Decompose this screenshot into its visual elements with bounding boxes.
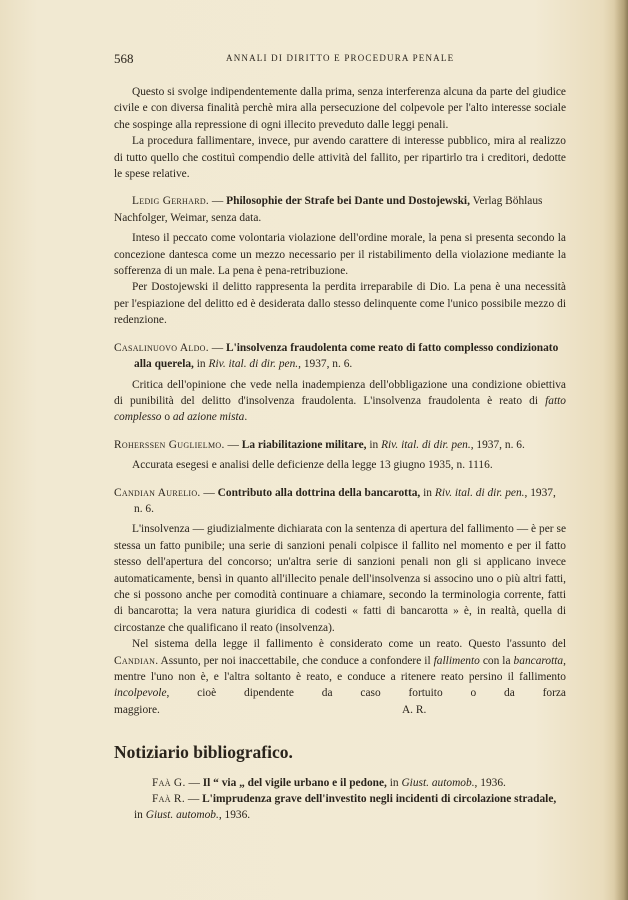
- entry-heading: [114, 485, 566, 518]
- text-run: Critica dell'opinione che vede nella inadempienza dell'obbligazione una condizione obiettiva di punibilità del delitto d'insolvenza fraudolenta. L'insolvenza fraudolenta è reato di: [114, 378, 566, 407]
- bib-year: , 1936.: [474, 776, 506, 789]
- bib-title: L'imprudenza grave dell'investito negli incidenti di circolazione stradale,: [202, 793, 557, 806]
- review-entry-roherssen: [114, 437, 566, 474]
- intro-paragraph-1: Questo si svolge indipendentemente dalla prima, senza interferenza alcuna da parte del giudice civile e con diversa finalità perchè mira alla persecuzione del colpevole per l'alto interesse sociale che sospinge alla repressione di ogni illecito preveduto dalle leggi penali.: [114, 86, 566, 131]
- entry-dash: —: [200, 486, 218, 499]
- entry-author: Casalinuovo Aldo.: [114, 341, 209, 354]
- entry-title: Contributo alla dottrina della bancarotta,: [217, 486, 421, 499]
- review-signature: A. R.: [401, 703, 427, 716]
- section-title: Notiziario bibliografico.: [114, 742, 293, 763]
- bib-journal: Giust. automob.: [401, 776, 475, 789]
- bib-in: in: [386, 776, 402, 789]
- entry-dash: —: [208, 341, 226, 354]
- page-number: 568: [114, 51, 134, 66]
- bibliography-item: [114, 791, 566, 824]
- entry-paragraph: [114, 377, 566, 426]
- page-header: [114, 51, 570, 67]
- running-head: ANNALI DI DIRITTO E PROCEDURA PENALE: [226, 53, 455, 63]
- entry-paragraph: [114, 636, 566, 718]
- text-run-italic: incolpevole: [114, 687, 167, 700]
- text-run-italic: fatto complesso: [114, 394, 566, 424]
- bib-dash: —: [184, 793, 203, 806]
- text-run: o: [161, 411, 173, 424]
- text-run: . Assunto, per noi inaccettabile, che conduce a confondere il: [155, 654, 434, 667]
- bib-dash: —: [185, 776, 203, 789]
- text-run: Nel sistema della legge il fallimento è considerato come un reato. Questo l'assunto del: [132, 638, 566, 651]
- entry-journal: Riv. ital. di dir. pen.: [381, 438, 471, 451]
- entry-paragraph: L'insolvenza — giudizialmente dichiarata con la sentenza di apertura del fallimento — è per se stessa un fatto punibile; una serie di sanzioni penali colpisce il fallito nel momento e per il fatto stesso dell'apertura del concorso; un'altra serie di sanzioni penali non gli si applicano invece automaticamente, bensì in quanto all'illecito penale dell'insolvenza si associno uno o più altri fatti, che si possono anche per comodità continuare a chiamare, secondo la terminologia corrente, fatti di bancarotta; la vera natura giuridica di codesti « fatti di bancarotta » è, in realtà, quella di circostanze che qualificano il reato (insolvenza).: [114, 523, 566, 634]
- bib-title: Il “ via „ del vigile urbano e il pedone,: [202, 776, 387, 789]
- text-run-italic: bancarotta: [513, 654, 564, 667]
- entry-heading: [114, 340, 566, 373]
- entry-paragraph: Per Dostojewski il delitto rappresenta la perdita irreparabile di Dio. La pena è una necessità per l'espiazione del delitto ed è desiderata dallo stesso delinquente come l'unico possibile mezzo di redenzione.: [114, 281, 566, 327]
- main-content: [114, 84, 566, 824]
- entry-in: in: [420, 486, 435, 499]
- text-run: , cioè dipendente da caso fortuito o da forza maggiore.: [114, 687, 566, 716]
- entry-dash: —: [224, 438, 242, 451]
- entry-journal: Riv. ital. di dir. pen.: [434, 486, 525, 499]
- text-run: .: [244, 411, 248, 424]
- bib-year: , 1936.: [218, 809, 251, 822]
- text-run-italic: fallimento: [433, 654, 480, 667]
- review-entry-candian: [114, 485, 566, 719]
- entry-author: Roherssen Guglielmo.: [114, 438, 225, 451]
- text-run-smallcaps: Candian: [114, 654, 156, 667]
- entry-title: La riabilitazione militare,: [241, 438, 367, 451]
- review-entry-casalinuovo: [114, 340, 566, 426]
- bibliography-item: [114, 775, 566, 791]
- bib-author: Faà R.: [152, 793, 185, 806]
- entry-title: Philosophie der Strafe bei Dante und Dostojewski,: [226, 195, 470, 208]
- text-run: , mentre l'uno non è, e l'altra soltanto è reato, e conduce a ritenere reato persino il fallimento: [114, 654, 566, 683]
- entry-issue: , 1937, n. 6.: [134, 486, 556, 515]
- intro-paragraph-2: La procedura fallimentare, invece, pur avendo carattere di interesse pubblico, mira al realizzo di tutto quello che costituì compendio delle attività del fallito, per ripartirlo tra i creditori, dedotte le spese relative.: [114, 135, 566, 181]
- entry-heading: [114, 193, 566, 226]
- page-fold-shadow: [614, 0, 628, 900]
- entry-in: in: [193, 358, 209, 371]
- entry-journal: Riv. ital. di dir. pen.: [208, 358, 299, 371]
- entry-publisher: Verlag Böhlaus Nachfolger, Weimar, senza data.: [114, 195, 543, 224]
- entry-title: L'insolvenza fraudolenta come reato di fatto complesso condizionato alla querela,: [134, 341, 559, 371]
- bib-author: Faà G.: [152, 776, 186, 789]
- entry-heading: [114, 437, 566, 453]
- review-entry-ledig: [114, 193, 566, 328]
- entry-dash: —: [209, 195, 227, 208]
- entry-paragraph: Inteso il peccato come volontaria violazione dell'ordine morale, la pena si presenta secondo la concezione dantesca come un mezzo necessario per il ristabilimento della violazione mediante la sofferenza di un male. La pena è pena-retribuzione.: [114, 232, 566, 278]
- entry-in: in: [366, 438, 382, 451]
- bib-journal: Giust. automob.: [145, 809, 219, 822]
- entry-author: Candian Aurelio.: [114, 486, 201, 499]
- bibliography-list: [114, 775, 566, 824]
- entry-issue: , 1937, n. 6.: [470, 438, 525, 451]
- entry-paragraph: Accurata esegesi e analisi delle deficienze della legge 13 giugno 1935, n. 1116.: [132, 459, 493, 472]
- text-run: con la: [479, 654, 514, 667]
- text-run-italic: ad azione mista: [172, 411, 245, 424]
- entry-issue: , 1937, n. 6.: [298, 358, 353, 371]
- entry-author: Ledig Gerhard.: [132, 195, 210, 208]
- bib-in: in: [134, 809, 146, 822]
